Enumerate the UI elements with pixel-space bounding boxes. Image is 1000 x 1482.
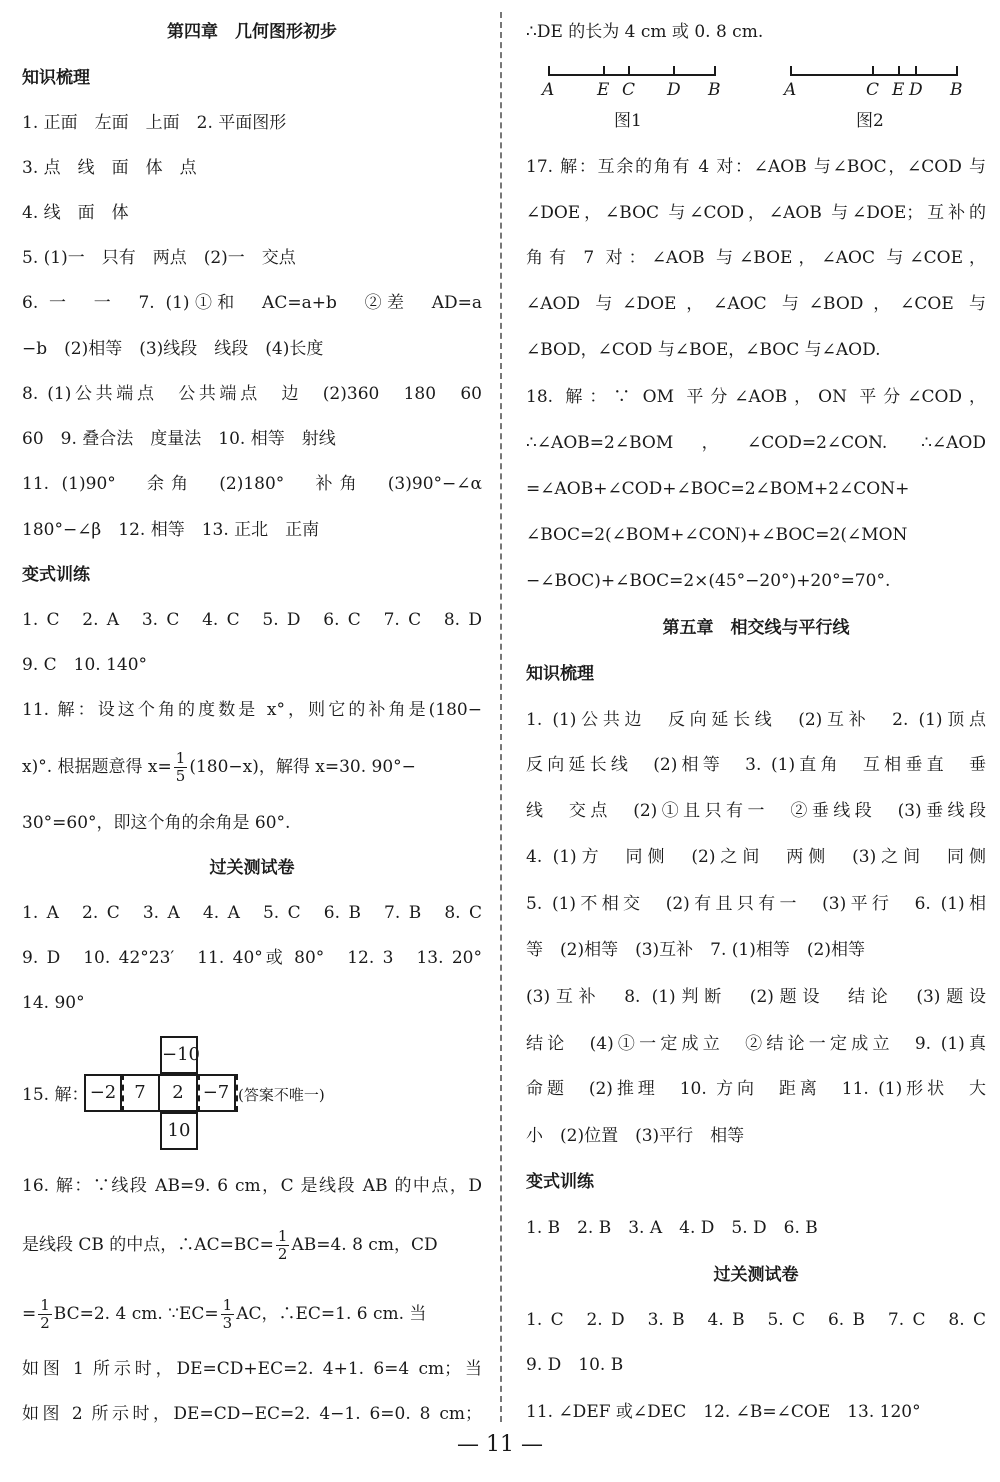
- section-heading: 第五章 相交线与平行线: [662, 618, 850, 638]
- section-heading: 知识梳理: [526, 664, 594, 684]
- left-column: [22, 0, 482, 1440]
- section-heading: 第四章 几何图形初步: [167, 22, 337, 42]
- text-line: 1. C 2. A 3. C 4. C 5. D 6. C 7. C 8. D: [22, 610, 482, 630]
- text-line: 11. 解：设这个角的度数是 x°，则它的补角是(180−: [22, 700, 482, 720]
- text-line: 1. C 2. D 3. B 4. B 5. C 6. B 7. C 8. C: [526, 1310, 986, 1330]
- text-line: ∠AOD 与∠DOE，∠AOC 与∠BOD，∠COE 与: [526, 294, 986, 314]
- section-heading: 知识梳理: [22, 68, 90, 88]
- q15-label: 15. 解：: [22, 1085, 89, 1105]
- point-label: B: [708, 80, 721, 100]
- fraction: $\frac{1}{5}$: [175, 749, 186, 785]
- text-line: 如图 1 所示时，DE=CD+EC=2. 4+1. 6=4 cm；当: [22, 1359, 482, 1379]
- text-line: 5. (1)不相交 (2)有且只有一 (3)平行 6. (1)相: [526, 894, 986, 914]
- text-line: 3. 点 线 面 体 点: [22, 158, 197, 178]
- section-heading: 变式训练: [526, 1172, 594, 1192]
- text-line: 30°=60°，即这个角的余角是 60°.: [22, 813, 291, 833]
- text-line: 4. (1)方 同侧 (2)之间 两侧 (3)之间 同侧: [526, 847, 986, 867]
- text-line: 1. (1)公共边 反向延长线 (2)互补 2. (1)顶点: [526, 710, 986, 730]
- text-line: 18. 解：∵ OM 平分∠AOB，ON 平分∠COD，: [526, 387, 986, 407]
- net-cell: −2: [84, 1074, 122, 1112]
- text-line: 4. 线 面 体: [22, 203, 129, 223]
- text-line: 17. 解：互余的角有 4 对：∠AOB 与∠BOC，∠COD 与: [526, 157, 986, 177]
- point-label: C: [622, 80, 636, 100]
- point-label: C: [866, 80, 880, 100]
- point-label: B: [950, 80, 963, 100]
- text-line: 角有 7 对：∠AOB 与∠BOE，∠AOC 与∠COE，: [526, 248, 986, 268]
- text-line: −b (2)相等 (3)线段 线段 (4)长度: [22, 339, 324, 359]
- text-line: 8. (1)公共端点 公共端点 边 (2)360 180 60: [22, 384, 482, 404]
- text-line: 6. 一 一 7. (1)①和 AC=a+b ②差 AD=a: [22, 293, 482, 313]
- text-line: =∠AOB+∠COD+∠BOC=2∠BOM+2∠CON+: [526, 479, 910, 499]
- text-line: 结论 (4)①一定成立 ②结论一定成立 9. (1)真: [526, 1034, 986, 1054]
- text-line: 180°−∠β 12. 相等 13. 正北 正南: [22, 520, 320, 540]
- text-line: ∴DE 的长为 4 cm 或 0. 8 cm.: [526, 22, 764, 42]
- text-line: ∠BOD，∠COD 与∠BOE，∠BOC 与∠AOD.: [526, 340, 881, 360]
- section-heading: 变式训练: [22, 565, 90, 585]
- q15-note: (答案不唯一): [238, 1086, 325, 1104]
- point-label: A: [542, 80, 555, 100]
- point-label: E: [597, 80, 610, 100]
- fraction: $\frac{1}{3}$: [222, 1296, 233, 1332]
- text-line: x)°. 根据题意得 x= $\frac{1}{5}$ (180−x)，解得 x=30. 90°−: [22, 749, 416, 785]
- section-heading: 过关测试卷: [209, 858, 295, 878]
- figure-caption: 图1: [614, 111, 642, 131]
- text-line: 5. (1)一 只有 两点 (2)一 交点: [22, 248, 296, 268]
- point-label: D: [909, 80, 923, 100]
- text-line: 1. A 2. C 3. A 4. A 5. C 6. B 7. B 8. C: [22, 903, 482, 923]
- net-cell: −7: [198, 1074, 236, 1112]
- point-label: E: [892, 80, 905, 100]
- page-number: — 11 —: [457, 1432, 543, 1457]
- fraction: $\frac{1}{2}$: [40, 1296, 50, 1332]
- text-line: (3)互补 8. (1)判断 (2)题设 结论 (3)题设: [526, 987, 986, 1007]
- text-line: 60 9. 叠合法 度量法 10. 相等 射线: [22, 429, 336, 449]
- figure-1: [542, 66, 721, 136]
- text-line: ∴∠AOB=2∠BOM，∠COD=2∠CON. ∴∠AOD: [526, 433, 986, 453]
- text-line: ∠DOE，∠BOC 与∠COD，∠AOB 与∠DOE；互补的: [526, 203, 986, 223]
- text-line: 1. 正面 左面 上面 2. 平面图形: [22, 113, 287, 133]
- section-heading: 过关测试卷: [713, 1265, 799, 1285]
- dashed-fold-line: [122, 1074, 124, 1112]
- net-cell: 2: [160, 1074, 198, 1112]
- text-line: ∠BOC=2(∠BOM+∠CON)+∠BOC=2(∠MON: [526, 525, 908, 545]
- text-line: 线 交点 (2)①且只有一 ②垂线段 (3)垂线段: [526, 801, 986, 821]
- text-line: 11. (1)90° 余角 (2)180° 补角 (3)90°−∠α: [22, 474, 482, 494]
- text-line: 11. ∠DEF 或∠DEC 12. ∠B=∠COE 13. 120°: [526, 1402, 921, 1422]
- text-line: 9. D 10. 42°23′ 11. 40°或 80° 12. 3 13. 20°: [22, 948, 482, 968]
- text-line: 14. 90°: [22, 993, 85, 1013]
- text-line: 如图 2 所示时，DE=CD−EC=2. 4−1. 6=0. 8 cm；: [22, 1404, 482, 1424]
- text-line: 9. C 10. 140°: [22, 655, 148, 675]
- text-line: 命题 (2)推理 10. 方向 距离 11. (1)形状 大: [526, 1079, 986, 1099]
- net-cell: −10: [160, 1036, 198, 1074]
- text-line: −∠BOC)+∠BOC=2×(45°−20°)+20°=70°.: [526, 571, 891, 591]
- net-cell: 7: [122, 1074, 160, 1112]
- text-line: 1. B 2. B 3. A 4. D 5. D 6. B: [526, 1218, 818, 1238]
- text-line: 小 (2)位置 (3)平行 相等: [526, 1126, 745, 1146]
- figure-2: [784, 66, 963, 136]
- right-column: [526, 0, 986, 1440]
- net-cell: 10: [160, 1112, 198, 1150]
- column-divider: [500, 12, 502, 1422]
- text-line: 16. 解：∵线段 AB=9. 6 cm，C 是线段 AB 的中点，D: [22, 1176, 482, 1196]
- text-line: 是线段 CB 的中点，∴AC=BC= $\frac{1}{2}$ AB=4. 8 cm，CD: [22, 1227, 438, 1263]
- fraction: $\frac{1}{2}$: [277, 1227, 288, 1263]
- point-label: A: [784, 80, 797, 100]
- figure-caption: 图2: [856, 111, 884, 131]
- text-line: 反向延长线 (2)相等 3. (1)直角 互相垂直 垂: [526, 755, 986, 775]
- text-line: = $\frac{1}{2}$ BC=2. 4 cm. ∵EC= $\frac{1}{3}$ AC，∴EC=1. 6 cm. 当: [22, 1296, 427, 1332]
- point-label: D: [667, 80, 681, 100]
- text-line: 9. D 10. B: [526, 1355, 624, 1375]
- dashed-fold-line: [198, 1074, 200, 1112]
- text-line: 等 (2)相等 (3)互补 7. (1)相等 (2)相等: [526, 940, 865, 960]
